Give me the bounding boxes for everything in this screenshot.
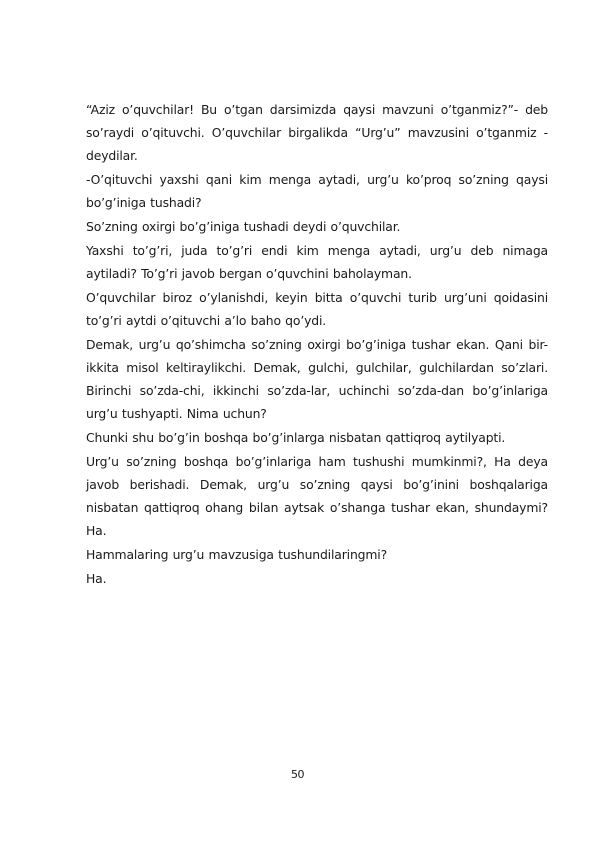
paragraph-explanation: Chunki shu bo’g’in boshqa bo’g’inlarga nisbatan qattiqroq aytilyapti. [86, 430, 506, 445]
paragraph-student-rule: O’quvchilar biroz o’ylanishdi, keyin bitta o’quvchi turib urg’uni qoidasini to’g’ri aytdi o’qituvchi a’lo baho qo’ydi. [86, 290, 548, 328]
paragraph-students-answer: So’zning oxirgi bo’g’iniga tushadi deydi o’quvchilar. [86, 219, 401, 234]
paragraph-examples: Demak, urg’u qo’shimcha so’zning oxirgi bo’g’iniga tushar ekan. Qani bir-ikkita misol keltiraylikchi. Demak, gulchi, gulchilar, gulchilardan so’zlari. Birinchi so’zda-chi, ikkinchi so’zda-lar, uchinchi so’zda-dan bo’g’inlariga urg’u tushyapti. Nima uchun? [86, 337, 548, 421]
paragraph-teacher-question: -O’qituvchi yaxshi qani kim menga aytadi, urg’u ko’proq so’zning qaysi bo’g’iniga tushadi? [86, 172, 548, 210]
paragraph-teacher-followup: Yaxshi to’g’ri, juda to’g’ri endi kim menga aytadi, urg’u deb nimaga aytiladi? To’g’ri javob bergan o’quvchini baholayman. [86, 243, 548, 281]
paragraph-final-answer: Ha. [86, 571, 107, 586]
paragraph-intro-question: “Aziz o’quvchilar! Bu o’tgan darsimizda qaysi mavzuni o’tganmiz?”- deb so’raydi o’qituvchi. O’quvchilar birgalikda “Urg’u” mavzusini o’tganmiz -deydilar. [86, 102, 548, 163]
page-number: 50 [291, 768, 304, 781]
document-body [86, 98, 548, 591]
paragraph-other-syllables: Urg’u so’zning boshqa bo’g’inlariga ham tushushi mumkinmi?, Ha deya javob berishadi. Demak, urg’u so’zning qaysi bo’g’inini boshqalariga nisbatan qattiqroq ohang bilan aytsak o’shanga tushar ekan, shundaymi? Ha. [86, 454, 548, 538]
paragraph-understanding-question: Hammalaring urg’u mavzusiga tushundilaringmi? [86, 547, 388, 562]
